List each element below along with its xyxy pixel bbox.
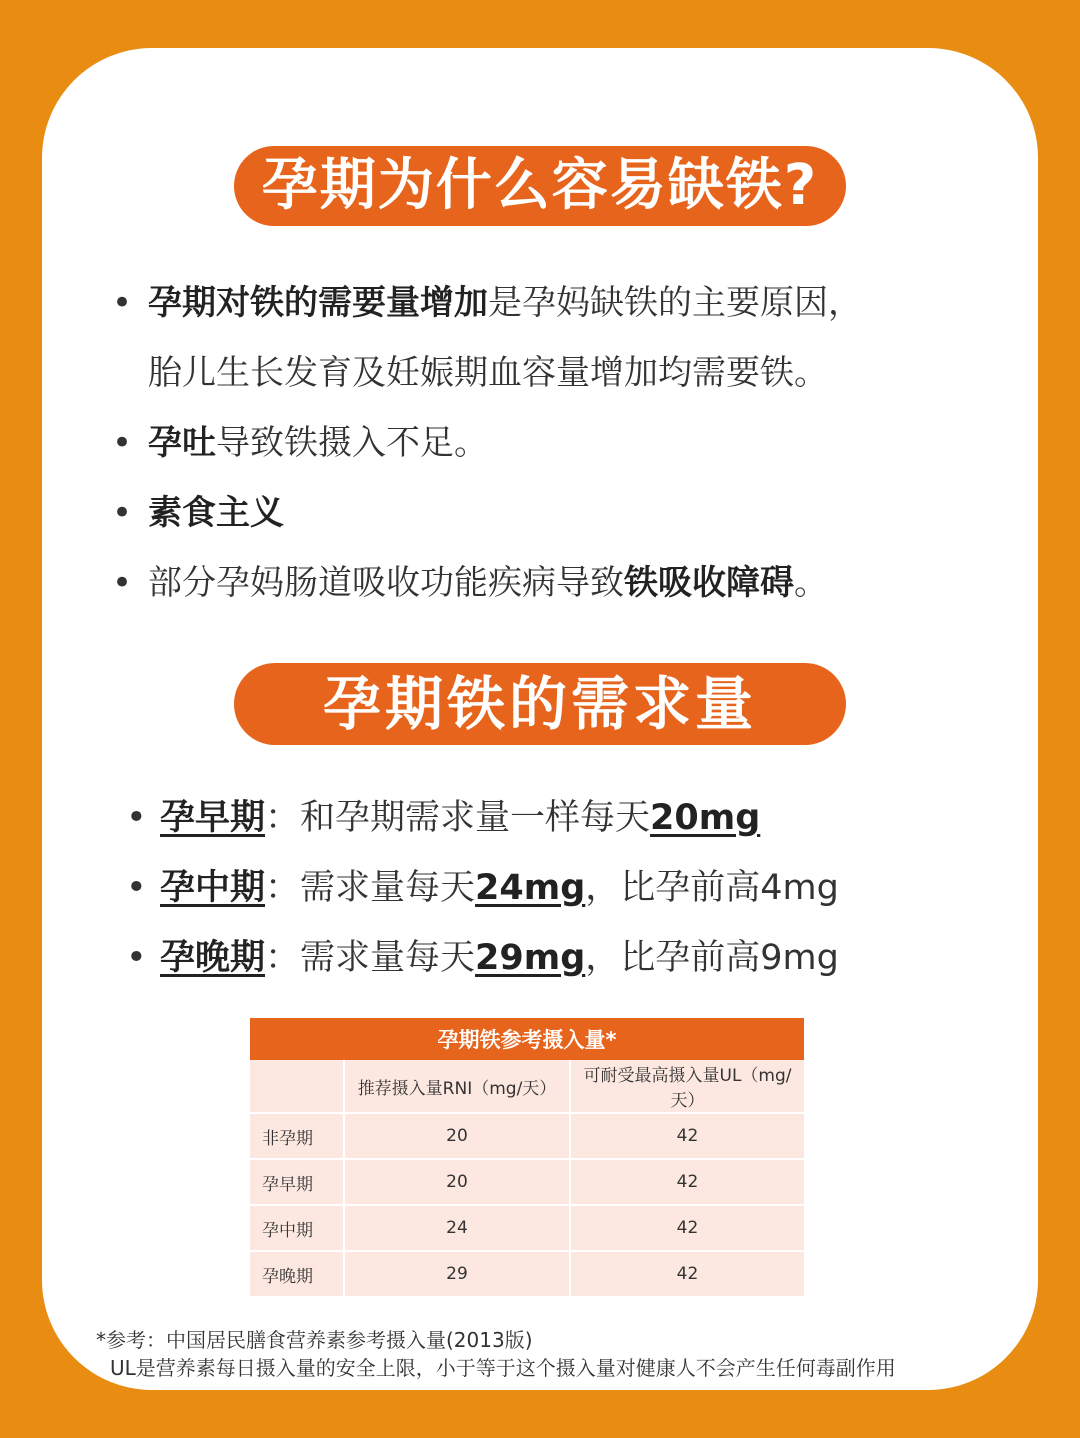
table-header-row (250, 1060, 804, 1113)
period-sep: ： (265, 938, 301, 978)
period-amount: 24mg (475, 868, 586, 908)
period-text: 需求量每天 (300, 938, 476, 978)
footnote-reference: *参考：中国居民膳食营养素参考摄入量(2013版) (96, 1328, 533, 1352)
period-amount: 20mg (650, 798, 761, 838)
reason-text: 部分孕妈肠道吸收功能疾病导致 (148, 563, 624, 603)
reason-item (108, 548, 988, 618)
reason-item (108, 268, 988, 338)
table-title: 孕期铁参考摄入量* (250, 1018, 804, 1060)
table-row (250, 1159, 804, 1205)
period-item (124, 783, 1004, 853)
period-text: 和孕期需求量一样每天 (300, 798, 651, 838)
table-cell-ul: 42 (570, 1113, 804, 1159)
table-header-cell: 可耐受最高摄入量UL（mg/天） (570, 1060, 804, 1113)
period-sep: ： (265, 868, 301, 908)
period-amount: 29mg (475, 938, 586, 978)
table-cell-period: 孕中期 (250, 1205, 344, 1251)
table-cell-rni: 20 (344, 1159, 570, 1205)
section-title-iron-requirement: 孕期铁的需求量 (234, 663, 846, 745)
table-row (250, 1113, 804, 1159)
table-row (250, 1205, 804, 1251)
period-term: 孕晚期 (160, 938, 266, 978)
reasons-list (108, 268, 988, 618)
table-cell-period: 孕晚期 (250, 1251, 344, 1296)
reason-text: 是孕妈缺铁的主要原因， (488, 283, 862, 323)
reason-text: 胎儿生长发育及妊娠期血容量增加均需要铁。 (148, 353, 828, 393)
reason-text: 导致铁摄入不足。 (216, 423, 488, 463)
footnote-ul-definition: UL是营养素每日摄入量的安全上限，小于等于这个摄入量对健康人不会产生任何毒副作用 (110, 1356, 896, 1380)
periods-list (124, 783, 1004, 993)
period-term: 孕中期 (160, 868, 266, 908)
table-title-row (250, 1018, 804, 1060)
table-cell-period: 孕早期 (250, 1159, 344, 1205)
reason-tail: 。 (794, 563, 828, 603)
reason-item-continuation (108, 338, 988, 408)
period-extra: ，比孕前高4mg (585, 868, 839, 908)
reason-emphasis: 铁吸收障碍 (624, 563, 794, 603)
table-header-cell: 推荐摄入量RNI（mg/天） (344, 1060, 570, 1113)
reason-emphasis: 素食主义 (148, 493, 284, 533)
reason-item (108, 408, 988, 478)
table-header-cell (250, 1060, 344, 1113)
reason-emphasis: 孕期对铁的需要量增加 (148, 283, 488, 323)
section-title-why-iron-deficiency: 孕期为什么容易缺铁? (234, 146, 846, 226)
table-cell-rni: 20 (344, 1113, 570, 1159)
table-cell-ul: 42 (570, 1205, 804, 1251)
period-extra: ，比孕前高9mg (585, 938, 839, 978)
reason-item (108, 478, 988, 548)
period-sep: ： (265, 798, 301, 838)
reason-emphasis: 孕吐 (148, 423, 216, 463)
period-text: 需求量每天 (300, 868, 476, 908)
table-cell-ul: 42 (570, 1159, 804, 1205)
period-item (124, 853, 1004, 923)
footnote (96, 1326, 1016, 1382)
iron-intake-table (250, 1018, 804, 1296)
table-cell-ul: 42 (570, 1251, 804, 1296)
table-cell-rni: 29 (344, 1251, 570, 1296)
table-row (250, 1251, 804, 1296)
period-item (124, 923, 1004, 993)
iron-intake-table-wrapper (250, 1018, 804, 1296)
period-term: 孕早期 (160, 798, 266, 838)
table-cell-rni: 24 (344, 1205, 570, 1251)
table-cell-period: 非孕期 (250, 1113, 344, 1159)
